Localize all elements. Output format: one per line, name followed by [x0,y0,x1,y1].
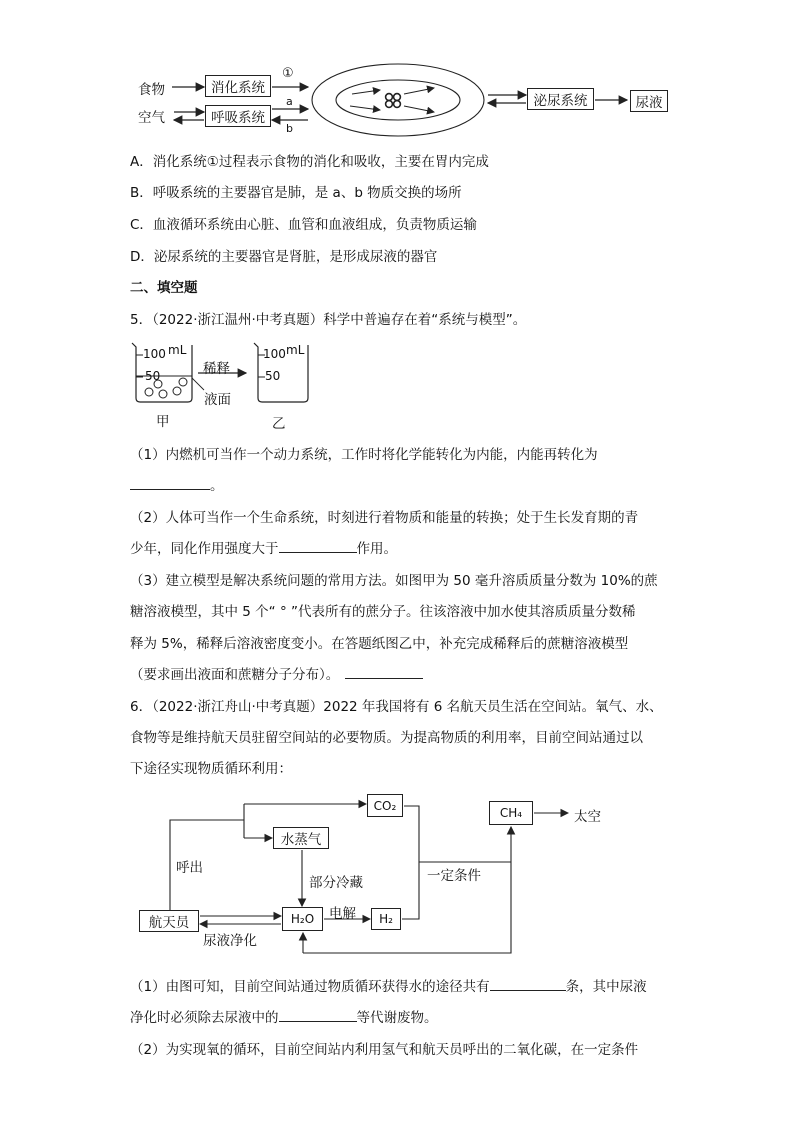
label-exhale: 呼出 [176,860,203,876]
q6-part2-line1: （2）为实现氧的循环，目前空间站内利用氢气和航天员呼出的二氧化碳，在一定条件 [130,1042,639,1058]
q5-part1-end: 。 [210,478,224,494]
option-c: C．血液循环系统由心脏、血管和血液组成，负责物质运输 [130,217,477,233]
q5-part2-line1: （2）人体可当作一个生命系统，时刻进行着物质和能量的转换；处于生长发育期的青 [130,510,639,526]
label-urine-purify: 尿液净化 [203,933,257,949]
q6-stem-line2: 食物等是维持航天员驻留空间站的必要物质。为提高物质的利用率，目前空间站通过以 [130,730,643,746]
q5-stem: 5．（2022·浙江温州·中考真题）科学中普遍存在着“系统与模型”。 [130,312,527,328]
box-respiratory-system: 呼吸系统 [205,105,271,127]
q6-part1-line1 [130,975,647,995]
box-h2: H₂ [371,908,401,930]
label-process-one: ① [282,66,294,81]
q5-part2-text: 少年，同化作用强度大于 [130,541,279,557]
label-food: 食物 [138,82,165,98]
box-water-vapor: 水蒸气 [273,827,329,849]
answer-blank[interactable] [490,976,566,991]
q6-part1-text4: 等代谢废物。 [356,1010,438,1026]
q6-part1-text: （1）由图可知，目前空间站通过物质循环获得水的途径共有 [130,979,490,995]
box-astronaut: 航天员 [139,910,199,932]
yi-label-50: 50 [265,369,281,383]
q6-part1-text3: 净化时必须除去尿液中的 [130,1010,279,1026]
label-outer-space: 太空 [574,809,601,825]
box-h2o: H₂O [282,907,323,931]
q5-part3-line1: （3）建立模型是解决系统问题的常用方法。如图甲为 50 毫升溶质质量分数为 10%的蔗 [130,573,658,589]
label-partial-cooling: 部分冷藏 [309,875,363,891]
label-certain-condition: 一定条件 [427,868,481,884]
q6-stem-line1: 6．（2022·浙江舟山·中考真题）2022 年我国将有 6 名航天员生活在空间站。氧气、水、 [130,699,663,715]
q6-part1-line2 [130,1006,438,1026]
jia-label-100: 100 [143,347,166,361]
label-jia: 甲 [156,414,170,430]
section-title: 二、填空题 [130,280,198,296]
jia-label-50: 50 [145,369,161,383]
box-urinary-system: 泌尿系统 [527,88,594,110]
box-co2: CO₂ [367,794,403,817]
q6-part1-text2: 条，其中尿液 [565,979,647,995]
label-a: a [286,95,293,108]
q5-part1-line1: （1）内燃机可当作一个动力系统，工作时将化学能转化为内能，内能再转化为 [130,447,598,463]
answer-blank[interactable] [279,1007,357,1022]
box-ch4: CH₄ [489,801,533,825]
label-air: 空气 [138,110,165,126]
yi-label-100: 100 [263,347,286,361]
option-d: D．泌尿系统的主要器官是肾脏，是形成尿液的器官 [130,249,438,265]
q6-stem-line3: 下途径实现物质循环利用： [130,761,292,777]
label-dilute: 稀释 [203,361,230,377]
label-b: b [286,122,293,135]
q5-part3-line3: 释为 5%，稀释后溶液密度变小。在答题纸图乙中，补充完成稀释后的蔗糖溶液模型 [130,636,629,652]
label-electrolysis: 电解 [329,906,356,922]
q5-part2-end: 作用。 [356,541,397,557]
option-a: A．消化系统①过程表示食物的消化和吸收，主要在胃内完成 [130,154,489,170]
jia-label-ml: mL [168,343,187,357]
q5-part3-text: （要求画出液面和蔗糖分子分布）。 [130,667,340,683]
label-yi: 乙 [272,416,286,432]
box-digestive-system: 消化系统 [205,75,271,97]
option-b: B．呼吸系统的主要器官是肺，是 a、b 物质交换的场所 [130,185,462,201]
q5-part3-line2: 糖溶液模型，其中 5 个“ ° ”代表所有的蔗分子。往该溶液中加水使其溶质质量分数稀 [130,604,636,620]
box-urine: 尿液 [630,90,668,112]
yi-label-ml: mL [286,343,305,357]
label-liquid-surface: 液面 [204,392,231,408]
